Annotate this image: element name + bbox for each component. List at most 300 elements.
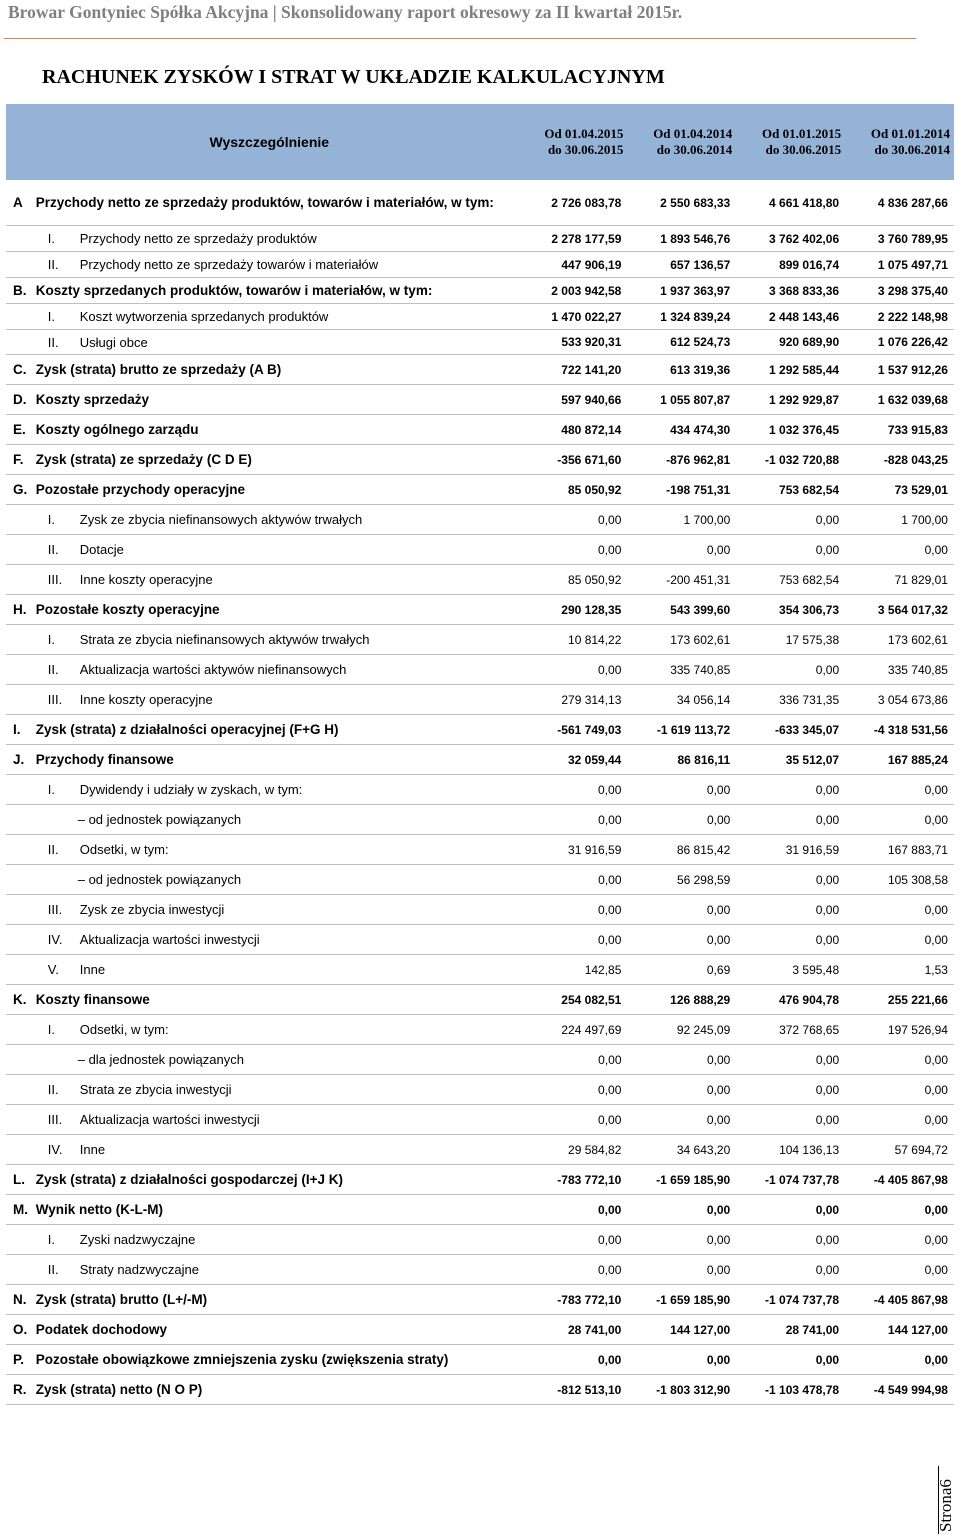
document-header: Browar Gontyniec Spółka Akcyjna | Skonsolidowany raport okresowy za II kwartał 2015r. <box>8 2 683 22</box>
row-value-period-2: 0,00 <box>706 1232 731 1247</box>
row-value-period-2: 0,00 <box>706 1112 731 1127</box>
row-value-period-4: 3 760 789,95 <box>877 231 948 246</box>
period-to: do 30.06.2015 <box>547 142 624 157</box>
row-value-period-1: 2 003 942,58 <box>551 283 622 298</box>
row-label-text: – od jednostek powiązanych <box>77 812 242 827</box>
row-value-period-2: 56 298,59 <box>676 872 731 887</box>
row-value-period-3: -1 074 737,78 <box>765 1292 840 1307</box>
row-value-period-2: 2 550 683,33 <box>660 195 731 210</box>
row-value-period-1: 0,00 <box>598 1352 622 1367</box>
row-label-text: Przychody netto ze sprzedaży produktów, towarów i materiałów, w tym: <box>35 195 494 210</box>
row-code: D. <box>13 392 27 407</box>
row-label-text: Inne <box>79 1142 106 1157</box>
row-label-text: Zysk (strata) z działalności operacyjnej (F+G H) <box>35 722 339 737</box>
row-roman-numeral: IV. <box>47 932 63 947</box>
row-value-period-4: 3 564 017,32 <box>877 602 948 617</box>
row-code: F. <box>13 452 24 467</box>
row-value-period-3: 0,00 <box>815 512 840 527</box>
row-code: A <box>13 195 23 210</box>
row-value-period-2: -198 751,31 <box>666 482 731 497</box>
row-label <box>36 661 519 678</box>
row-value-period-3: 753 682,54 <box>779 572 840 587</box>
row-roman-numeral: II. <box>47 662 59 677</box>
row-value-period-1: 0,00 <box>598 1082 622 1097</box>
row-label-text: Zysk (strata) netto (N O P) <box>35 1382 203 1397</box>
row-roman-numeral: I. <box>47 632 55 647</box>
row-value-period-2: -1 659 185,90 <box>656 1172 731 1187</box>
row-value-period-2: 1 937 363,97 <box>660 283 731 298</box>
row-value-period-4: 0,00 <box>924 1112 948 1127</box>
row-code: E. <box>13 422 26 437</box>
row-value-period-4: 57 694,72 <box>894 1142 948 1157</box>
row-value-period-1: -561 749,03 <box>557 722 622 737</box>
row-value-period-3: 354 306,73 <box>779 602 840 617</box>
row-value-period-3: 476 904,78 <box>779 992 840 1007</box>
row-label-text: Zysk ze zbycia niefinansowych aktywów trwałych <box>79 512 363 527</box>
row-label-text: Inne koszty operacyjne <box>79 572 213 587</box>
row-value-period-4: 0,00 <box>924 1232 948 1247</box>
row-label <box>36 421 519 438</box>
row-roman-numeral: I. <box>47 782 55 797</box>
row-label-text: Strata ze zbycia inwestycji <box>79 1082 232 1097</box>
row-value-period-3: 0,00 <box>815 782 840 797</box>
row-label <box>36 1081 519 1098</box>
row-value-period-1: 0,00 <box>598 542 622 557</box>
row-value-period-4: 1 076 226,42 <box>877 335 948 349</box>
table-header <box>6 104 954 180</box>
row-value-period-3: -1 074 737,78 <box>765 1172 840 1187</box>
row-value-period-4: -4 549 994,98 <box>873 1382 948 1397</box>
row-value-period-3: 0,00 <box>815 872 840 887</box>
row-value-period-2: 0,00 <box>706 1052 731 1067</box>
row-value-period-3: 0,00 <box>815 1052 840 1067</box>
table-row <box>6 625 954 655</box>
table-row <box>6 1075 954 1105</box>
row-label <box>36 1231 519 1248</box>
row-roman-numeral: I. <box>47 309 55 324</box>
row-label-text: Przychody netto ze sprzedaży towarów i materiałów <box>79 257 379 272</box>
row-label <box>36 871 519 888</box>
row-value-period-2: 612 524,73 <box>670 335 731 349</box>
row-label-text: – od jednostek powiązanych <box>77 872 242 887</box>
row-value-period-1: 29 584,82 <box>568 1142 622 1157</box>
row-value-period-3: 920 689,90 <box>779 335 840 349</box>
row-roman-numeral: III. <box>47 902 63 917</box>
row-value-period-3: -633 345,07 <box>775 722 840 737</box>
row-value-period-2: 86 815,42 <box>676 842 731 857</box>
row-roman-numeral: III. <box>47 1112 63 1127</box>
row-value-period-3: 17 575,38 <box>785 632 840 647</box>
row-value-period-1: 31 916,59 <box>568 842 622 857</box>
row-value-period-1: 0,00 <box>598 1262 622 1277</box>
row-roman-numeral: III. <box>47 572 63 587</box>
row-label-text: Odsetki, w tym: <box>79 1022 169 1037</box>
row-value-period-3: 0,00 <box>815 542 840 557</box>
row-roman-numeral: I. <box>47 1022 55 1037</box>
row-value-period-4: 197 526,94 <box>887 1022 948 1037</box>
table-row <box>6 535 954 565</box>
row-label <box>36 1291 519 1308</box>
row-value-period-3: 336 731,35 <box>779 692 840 707</box>
row-value-period-4: 0,00 <box>924 1352 948 1367</box>
row-value-period-4: 0,00 <box>924 542 948 557</box>
row-value-period-1: 279 314,13 <box>561 692 622 707</box>
row-code: C. <box>13 362 27 377</box>
row-label-text: Koszty ogólnego zarządu <box>35 422 199 437</box>
header-divider <box>4 38 916 39</box>
row-label-text: Zyski nadzwyczajne <box>79 1232 196 1247</box>
row-value-period-2: 0,00 <box>706 542 731 557</box>
table-row <box>6 180 954 226</box>
table-row <box>6 1045 954 1075</box>
table-row <box>6 1015 954 1045</box>
row-value-period-3: 0,00 <box>815 812 840 827</box>
period-from: Od 01.01.2014 <box>870 126 950 141</box>
row-label-text: Zysk (strata) ze sprzedaży (C D E) <box>35 452 252 467</box>
row-label <box>36 256 519 273</box>
period-to: do 30.06.2015 <box>765 142 842 157</box>
row-value-period-4: 167 883,71 <box>887 842 948 857</box>
income-statement-table <box>6 104 954 1405</box>
row-value-period-1: 0,00 <box>598 1052 622 1067</box>
table-row <box>6 1195 954 1225</box>
row-label <box>36 1141 519 1158</box>
row-value-period-4: 2 222 148,98 <box>877 309 948 324</box>
row-value-period-3: 0,00 <box>815 932 840 947</box>
row-value-period-1: 0,00 <box>598 902 622 917</box>
table-row <box>6 985 954 1015</box>
row-label-text: – dla jednostek powiązanych <box>77 1052 244 1067</box>
table-row <box>6 475 954 505</box>
row-value-period-3: 1 032 376,45 <box>769 422 840 437</box>
row-value-period-1: 85 050,92 <box>568 572 622 587</box>
row-label-text: Strata ze zbycia niefinansowych aktywów trwałych <box>79 632 370 647</box>
row-value-period-2: 0,00 <box>706 1262 731 1277</box>
row-roman-numeral: II. <box>47 1082 59 1097</box>
row-value-period-1: 10 814,22 <box>568 632 622 647</box>
row-label-text: Pozostałe koszty operacyjne <box>35 602 220 617</box>
row-value-period-1: 0,00 <box>598 662 622 677</box>
row-value-period-4: 173 602,61 <box>887 632 948 647</box>
table-row <box>6 445 954 475</box>
table-row <box>6 1315 954 1345</box>
row-value-period-4: 105 308,58 <box>887 872 948 887</box>
row-label-text: Pozostałe przychody operacyjne <box>35 482 246 497</box>
row-value-period-1: 32 059,44 <box>567 752 622 767</box>
row-value-period-4: 73 529,01 <box>894 482 948 497</box>
row-label-text: Koszty sprzedaży <box>35 392 150 407</box>
row-value-period-1: 722 141,20 <box>561 362 622 377</box>
row-label-text: Zysk (strata) z działalności gospodarczej (I+J K) <box>35 1172 343 1187</box>
table-row <box>6 385 954 415</box>
row-value-period-4: -4 405 867,98 <box>873 1172 948 1187</box>
row-roman-numeral: II. <box>47 842 59 857</box>
row-value-period-1: 290 128,35 <box>561 602 622 617</box>
row-label-text: Koszty finansowe <box>35 992 150 1007</box>
row-value-period-2: 0,00 <box>706 1352 731 1367</box>
table-row <box>6 278 954 304</box>
row-value-period-3: 753 682,54 <box>779 482 840 497</box>
row-value-period-2: 34 056,14 <box>676 692 731 707</box>
row-value-period-4: 0,00 <box>924 1262 948 1277</box>
row-roman-numeral: II. <box>47 334 59 350</box>
row-label <box>36 391 519 408</box>
table-row <box>6 925 954 955</box>
row-label-text: Aktualizacja wartości inwestycji <box>79 1112 260 1127</box>
row-value-period-1: 0,00 <box>598 932 622 947</box>
row-value-period-3: 0,00 <box>815 1232 840 1247</box>
row-value-period-1: 0,00 <box>598 1202 622 1217</box>
row-value-period-1: 2 278 177,59 <box>551 231 622 246</box>
row-value-period-2: 126 888,29 <box>670 992 731 1007</box>
row-value-period-3: 0,00 <box>815 1262 840 1277</box>
row-value-period-4: 1 700,00 <box>901 512 948 527</box>
row-value-period-2: 1 055 807,87 <box>660 392 731 407</box>
table-row <box>6 1165 954 1195</box>
table-row <box>6 1105 954 1135</box>
row-code: P. <box>13 1352 25 1367</box>
row-label <box>36 308 519 325</box>
row-code: G. <box>13 482 28 497</box>
row-value-period-2: 0,00 <box>706 782 731 797</box>
row-value-period-4: 4 836 287,66 <box>877 195 948 210</box>
row-value-period-2: 657 136,57 <box>670 257 731 272</box>
row-value-period-4: 733 915,83 <box>887 422 948 437</box>
row-value-period-4: -4 318 531,56 <box>873 722 948 737</box>
table-row <box>6 655 954 685</box>
row-label <box>36 361 519 378</box>
row-label <box>36 901 519 918</box>
row-value-period-3: 2 448 143,46 <box>769 309 840 324</box>
row-value-period-3: 3 762 402,06 <box>769 231 840 246</box>
row-label <box>36 1261 519 1278</box>
row-value-period-2: 173 602,61 <box>670 632 731 647</box>
row-value-period-3: 3 595,48 <box>792 962 840 977</box>
row-roman-numeral: IV. <box>47 1142 63 1157</box>
row-label-text: Aktualizacja wartości inwestycji <box>79 932 260 947</box>
row-code: H. <box>13 602 27 617</box>
row-code: L. <box>13 1172 25 1187</box>
page-number <box>936 1470 958 1532</box>
table-row <box>6 505 954 535</box>
row-value-period-1: -812 513,10 <box>557 1382 622 1397</box>
row-value-period-3: 31 916,59 <box>785 842 840 857</box>
row-label <box>36 691 519 708</box>
row-value-period-2: -1 803 312,90 <box>656 1382 731 1397</box>
row-label <box>36 1381 519 1398</box>
period-from: Od 01.04.2015 <box>544 126 624 141</box>
row-value-period-4: 0,00 <box>924 1202 948 1217</box>
row-label-text: Przychody netto ze sprzedaży produktów <box>79 231 317 246</box>
period-to: do 30.06.2014 <box>656 142 733 157</box>
row-value-period-4: 1 632 039,68 <box>877 392 948 407</box>
row-label-text: Dywidendy i udziały w zyskach, w tym: <box>79 782 303 797</box>
row-roman-numeral: II. <box>47 542 59 557</box>
row-value-period-1: 533 920,31 <box>561 335 622 349</box>
row-value-period-3: -1 032 720,88 <box>765 452 840 467</box>
row-label <box>36 511 519 528</box>
row-label <box>36 230 519 247</box>
row-value-period-2: -200 451,31 <box>666 572 731 587</box>
row-label <box>36 751 519 768</box>
row-label-text: Podatek dochodowy <box>35 1322 168 1337</box>
row-value-period-3: 0,00 <box>815 662 840 677</box>
row-value-period-1: 28 741,00 <box>567 1322 622 1337</box>
row-label-text: Koszt wytworzenia sprzedanych produktów <box>79 309 329 324</box>
row-value-period-1: 0,00 <box>598 782 622 797</box>
table-row <box>6 775 954 805</box>
table-row <box>6 955 954 985</box>
row-label-text: Dotacje <box>79 542 124 557</box>
row-label-text: Zysk (strata) brutto ze sprzedaży (A B) <box>35 362 282 377</box>
row-value-period-2: 1 324 839,24 <box>660 309 731 324</box>
row-label-text: Koszty sprzedanych produktów, towarów i materiałów, w tym: <box>35 283 433 298</box>
row-value-period-4: 1,53 <box>924 962 948 977</box>
row-value-period-2: 0,00 <box>706 1202 731 1217</box>
table-row <box>6 355 954 385</box>
row-value-period-2: -876 962,81 <box>666 452 731 467</box>
row-label-text: Wynik netto (K-L-M) <box>35 1202 163 1217</box>
table-row <box>6 330 954 355</box>
row-value-period-3: 0,00 <box>815 1082 840 1097</box>
row-value-period-1: 0,00 <box>598 812 622 827</box>
table-row <box>6 252 954 278</box>
table-row <box>6 1135 954 1165</box>
column-header-period-3 <box>736 126 845 158</box>
row-value-period-4: 3 054 673,86 <box>877 692 948 707</box>
table-row <box>6 1255 954 1285</box>
row-value-period-1: 480 872,14 <box>561 422 622 437</box>
row-label-text: Aktualizacja wartości aktywów niefinansowych <box>79 662 347 677</box>
row-label <box>36 991 519 1008</box>
row-label <box>36 194 519 211</box>
row-value-period-2: 144 127,00 <box>670 1322 731 1337</box>
row-label <box>36 1351 519 1368</box>
page-number-text: Strona6 <box>936 1479 955 1532</box>
row-label <box>36 1021 519 1038</box>
row-value-period-3: 1 292 585,44 <box>769 362 840 377</box>
row-roman-numeral: I. <box>47 512 55 527</box>
row-value-period-4: -828 043,25 <box>883 452 948 467</box>
row-value-period-4: 0,00 <box>924 932 948 947</box>
row-value-period-3: 0,00 <box>815 1202 840 1217</box>
row-value-period-2: 613 319,36 <box>670 362 731 377</box>
row-label <box>36 631 519 648</box>
table-row <box>6 745 954 775</box>
row-value-period-1: -356 671,60 <box>557 452 622 467</box>
period-to: do 30.06.2014 <box>874 142 950 157</box>
table-row <box>6 304 954 330</box>
table-row <box>6 1285 954 1315</box>
row-label <box>36 841 519 858</box>
row-value-period-2: 0,69 <box>706 962 731 977</box>
row-label <box>36 1321 519 1338</box>
row-label <box>36 1171 519 1188</box>
column-header-period-2 <box>627 126 736 158</box>
row-label <box>36 931 519 948</box>
row-label <box>36 541 519 558</box>
row-value-period-1: 0,00 <box>598 1112 622 1127</box>
row-label <box>36 481 519 498</box>
row-roman-numeral: I. <box>47 231 55 246</box>
row-value-period-1: -783 772,10 <box>557 1292 622 1307</box>
row-label <box>36 781 519 798</box>
row-value-period-3: 1 292 929,87 <box>769 392 840 407</box>
row-value-period-2: 434 474,30 <box>670 422 731 437</box>
row-value-period-3: 104 136,13 <box>779 1142 840 1157</box>
row-code: I. <box>13 722 21 737</box>
row-value-period-2: 1 893 546,76 <box>660 231 731 246</box>
row-label <box>36 721 519 738</box>
row-value-period-2: 1 700,00 <box>683 512 731 527</box>
row-value-period-4: 3 298 375,40 <box>877 283 948 298</box>
row-value-period-1: 224 497,69 <box>561 1022 622 1037</box>
period-from: Od 01.01.2015 <box>762 126 842 141</box>
row-roman-numeral: I. <box>47 1232 55 1247</box>
table-row <box>6 226 954 252</box>
table-row <box>6 1225 954 1255</box>
row-label <box>36 1051 519 1068</box>
row-roman-numeral: III. <box>47 692 63 707</box>
row-value-period-2: -1 619 113,72 <box>656 722 731 737</box>
row-code: J. <box>13 752 25 767</box>
row-value-period-1: 2 726 083,78 <box>551 195 622 210</box>
row-label <box>36 1111 519 1128</box>
row-value-period-3: 0,00 <box>815 902 840 917</box>
row-code: M. <box>13 1202 28 1217</box>
row-value-period-2: 0,00 <box>706 1082 731 1097</box>
row-roman-numeral: II. <box>47 1262 59 1277</box>
row-label <box>36 1201 519 1218</box>
row-value-period-3: 0,00 <box>815 1112 840 1127</box>
row-label-text: Zysk ze zbycia inwestycji <box>79 902 225 917</box>
row-value-period-2: -1 659 185,90 <box>656 1292 731 1307</box>
row-label <box>36 334 519 351</box>
row-value-period-3: 372 768,65 <box>779 1022 840 1037</box>
row-label <box>36 571 519 588</box>
row-value-period-3: 899 016,74 <box>779 257 840 272</box>
table-row <box>6 835 954 865</box>
row-value-period-4: 0,00 <box>924 902 948 917</box>
row-value-period-3: 28 741,00 <box>785 1322 840 1337</box>
row-value-period-3: 35 512,07 <box>785 752 840 767</box>
row-value-period-4: 0,00 <box>924 1052 948 1067</box>
row-value-period-3: 3 368 833,36 <box>769 283 840 298</box>
row-value-period-1: 0,00 <box>598 1232 622 1247</box>
report-title: RACHUNEK ZYSKÓW I STRAT W UKŁADZIE KALKULACYJNYM <box>42 66 665 88</box>
row-label-text: Pozostałe obowiązkowe zmniejszenia zysku (zwiększenia straty) <box>35 1352 449 1367</box>
table-row <box>6 1375 954 1405</box>
row-value-period-1: -783 772,10 <box>557 1172 622 1187</box>
table-body <box>6 180 954 1405</box>
row-value-period-4: 71 829,01 <box>894 572 948 587</box>
row-label-text: Zysk (strata) brutto (L+/-M) <box>35 1292 208 1307</box>
row-value-period-4: 1 537 912,26 <box>877 362 948 377</box>
row-code: R. <box>13 1382 27 1397</box>
table-row <box>6 1345 954 1375</box>
row-value-period-4: 0,00 <box>924 812 948 827</box>
row-value-period-2: 92 245,09 <box>676 1022 731 1037</box>
period-from: Od 01.04.2014 <box>653 126 733 141</box>
row-roman-numeral: II. <box>47 257 59 272</box>
row-value-period-1: 447 906,19 <box>561 257 622 272</box>
table-row <box>6 805 954 835</box>
row-value-period-4: 255 221,66 <box>887 992 948 1007</box>
row-label-text: Odsetki, w tym: <box>79 842 169 857</box>
table-row <box>6 865 954 895</box>
row-value-period-1: 142,85 <box>584 962 622 977</box>
row-label-text: Inne <box>79 962 106 977</box>
